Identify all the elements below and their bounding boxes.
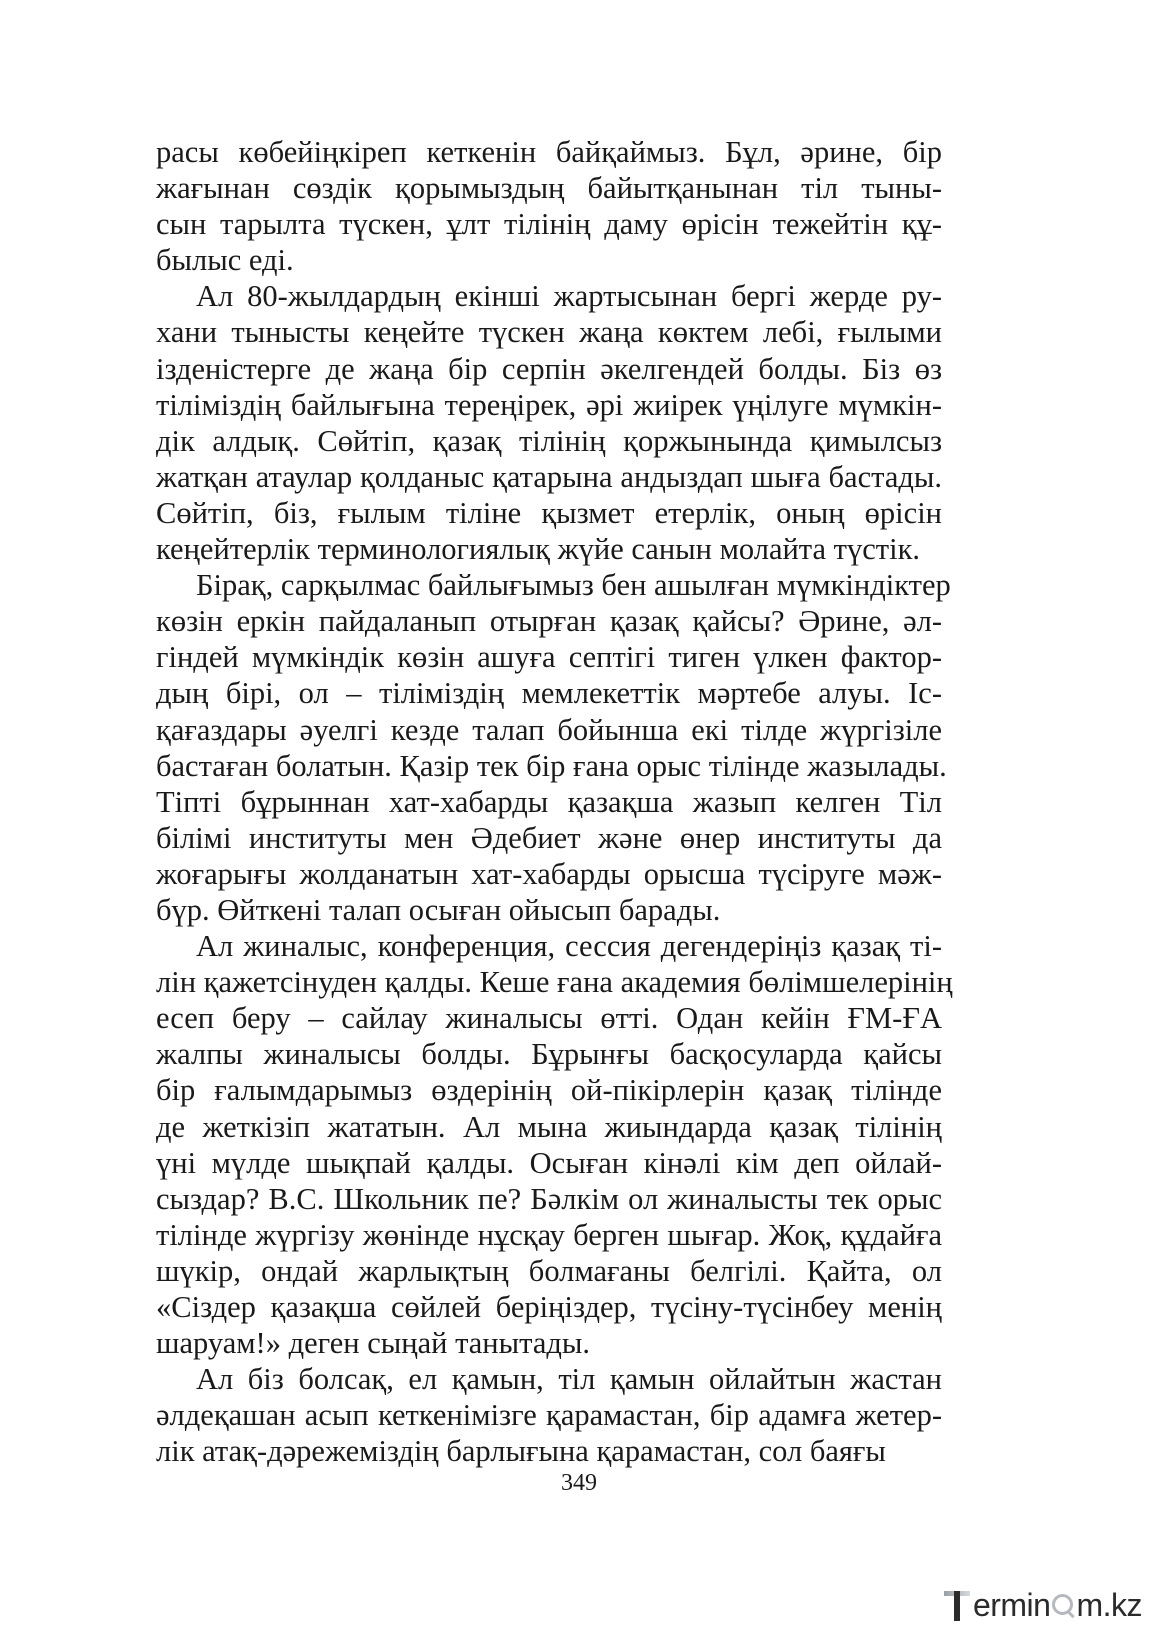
text-line: жоғарығы жолданатын хат-хабарды орысша түсіруге мәж- (156, 856, 942, 891)
text-line: шаруам!» деген сыңай танытады. (156, 1326, 590, 1361)
text-line: расы көбейіңкіреп кеткенін байқаймыз. Бұл, әрине, бір (156, 135, 942, 169)
logo-t-icon (944, 1588, 972, 1622)
text-line: үні мүлде шықпай қалды. Осыған кінәлі кім деп ойлай- (156, 1145, 942, 1180)
text-line: қағаздары әуелгі кезде талап бойынша екі тілде жүргізіле (156, 712, 942, 747)
text-line: жағынан сөздік қорымыздың байытқанынан тіл тыны- (156, 171, 942, 206)
text-line: тілінде жүргізу жөнінде нұсқау берген шығар. Жоқ, құдайға (156, 1217, 942, 1252)
text-line: сын тарылта түскен, ұлт тілінің даму өрісін тежейтін құ- (156, 207, 942, 242)
paragraph (156, 134, 942, 278)
text-line: дік алдық. Сөйтіп, қазақ тілінің қоржынында қимылсыз (156, 423, 942, 458)
paragraph (156, 567, 951, 928)
text-line: Ал 80-жылдардың екінші жартысынан бергі жерде ру- (196, 279, 942, 314)
body-text (156, 134, 953, 1469)
termincom-logo (944, 1585, 1142, 1625)
text-line: Сөйтіп, біз, ғылым тіліне қызмет етерлік, оның өрісін (156, 495, 942, 530)
text-line: әлдеқашан асып кеткенімізге қарамастан, бір адамға жетер- (156, 1398, 942, 1433)
text-line: гіндей мүмкіндік көзін ашуға септігі тиген үлкен фактор- (156, 640, 942, 675)
text-line: хани тынысты кеңейте түскен жаңа көктем лебі, ғылыми (156, 315, 942, 350)
paragraph (156, 278, 942, 567)
text-line: сыздар? В.С. Школьник пе? Бәлкім ол жиналысты тек орыс (156, 1181, 942, 1216)
text-line: лік атақ-дәрежеміздің барлығына қарамастан, сол баяғы (156, 1434, 886, 1469)
text-line: былыс еді. (156, 243, 294, 278)
text-line: көзін еркін пайдаланып отырған қазақ қайсы? Әрине, әл- (156, 604, 942, 639)
text-line: Тіпті бұрыннан хат-хабарды қазақша жазып келген Тіл (156, 784, 942, 819)
logo-text-part2: m.kz (1076, 1586, 1142, 1623)
logo-text-part1: ermin (972, 1586, 1051, 1623)
text-line: тіліміздің байлығына тереңірек, әрі жиірек үңілуге мүмкін- (156, 387, 942, 422)
text-line: Бірақ, сарқылмас байлығымыз бен ашылған мүмкіндіктер (196, 568, 951, 603)
text-line: бүр. Өйткені талап осыған ойысып барады. (156, 892, 721, 927)
text-line: лін қажетсінуден қалды. Кеше ғана академия бөлімшелерінің (156, 965, 953, 1000)
text-line: де жеткізіп жататын. Ал мына жиындарда қазақ тілінің (156, 1109, 942, 1144)
text-line: бір ғалымдарымыз өздерінің ой-пікірлерін қазақ тілінде (156, 1073, 942, 1108)
text-line: дың бірі, ол – тіліміздің мемлекеттік мәртебе алуы. Іс- (156, 676, 942, 711)
text-line: Ал жиналыс, конференция, сессия дегендеріңіз қазақ ті- (196, 929, 942, 964)
text-line: есеп беру – сайлау жиналысы өтті. Одан кейін ҒМ-ҒА (156, 1001, 942, 1036)
text-line: бастаған болатын. Қазір тек бір ғана орыс тілінде жазылады. (156, 748, 947, 783)
text-line: шүкір, ондай жарлықтың болмағаны белгілі. Қайта, ол (156, 1253, 942, 1288)
text-line: жатқан атаулар қолданыс қатарына андыздап шыға бастады. (156, 459, 942, 494)
page-number: 349 (561, 1470, 597, 1496)
paragraph (156, 928, 953, 1361)
text-line: «Сіздер қазақша сөйлей беріңіздер, түсіну-түсінбеу менің (156, 1290, 942, 1324)
text-line: Ал біз болсақ, ел қамын, тіл қамын ойлайтын жастан (196, 1362, 942, 1397)
magnifier-icon (1051, 1593, 1075, 1617)
text-line: кеңейтерлік терминологиялық жүйе санын молайта түстік. (156, 532, 921, 567)
text-line: білімі институты мен Әдебиет және өнер институты да (156, 820, 942, 855)
text-line: ізденістерге де жаңа бір серпін әкелгендей болды. Біз өз (156, 351, 942, 386)
paragraph (156, 1361, 942, 1469)
text-line: жалпы жиналысы болды. Бұрынғы басқосуларда қайсы (156, 1037, 942, 1072)
